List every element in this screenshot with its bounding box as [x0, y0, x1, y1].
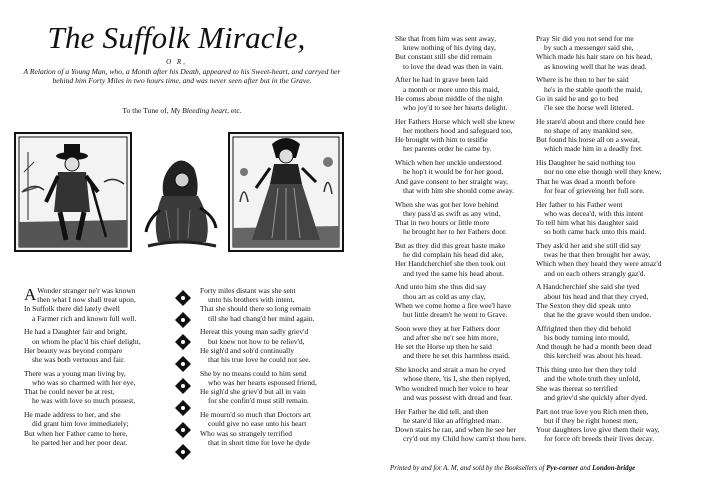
verse-line: and the whole truth they unfold,: [544, 374, 641, 384]
verse-stanza: [536, 34, 661, 71]
verse-line: for she confin'd must still remain.: [208, 396, 309, 406]
verse-line: his body turning into mould,: [544, 333, 630, 343]
verse-stanza: [395, 407, 527, 444]
verse-line: Her beauty was beyond compare: [24, 345, 123, 355]
verse-line: by such a messenger said she,: [544, 43, 634, 53]
imprint-place-1: Pye-corner: [546, 464, 579, 472]
verse-line: Her father to his Father went: [536, 199, 623, 209]
verse-line: that with him she should come away.: [403, 185, 514, 195]
verse-line: her mothers hood and safeguard too,: [403, 126, 513, 136]
ballad-subtitle: A Relation of a Young Man, who, a Month after his Death, appeared to his Sweet-heart, and carryed her behind him Forty Miles in two hours time, and was never seen after but in the Grave.: [23, 67, 341, 85]
verse-line: who was decea'd, with this intent: [544, 208, 644, 218]
verse-line: twas he that then brought her away,: [544, 250, 651, 260]
fleuron-ornament-icon: [172, 288, 194, 464]
verse-line: he was with love so much possest,: [32, 396, 136, 406]
verse-stanza: [536, 75, 661, 112]
verse-line: His Daughter he said nothing too: [536, 158, 636, 168]
verse-line: no shape of any mankind see,: [544, 126, 633, 136]
verse-line: But found his horse all on a sweat,: [536, 135, 640, 145]
verse-stanza: [200, 327, 317, 364]
verse-stanza: [395, 324, 527, 361]
verse-line-text: Wonder stranger ne'r was known: [37, 286, 136, 295]
verse-line: he hop't it would be for her good,: [403, 167, 504, 177]
verse-line: He mourn'd so much that Doctors art: [200, 410, 311, 420]
verse-line: did grant him love immediately;: [32, 419, 129, 429]
verse-line: for force oft breeds their lives decay.: [544, 434, 655, 444]
tune-suffix: etc.: [230, 106, 242, 115]
verse-stanza: [200, 369, 317, 406]
title-or: O R,: [166, 58, 187, 66]
verse-line: The Sexton they did speak unto: [536, 300, 631, 310]
verse-line: whose there, 'tis I, she then replyed,: [403, 374, 511, 384]
verse-line: who was so charmed with her eye,: [32, 378, 136, 388]
verse-stanza: [395, 365, 527, 402]
right-page: [353, 0, 706, 480]
verse-stanza: [200, 286, 317, 323]
verse-line: then what I now shall treat upon,: [37, 295, 136, 305]
verse-line: a month or more unto this maid,: [403, 84, 500, 94]
verse-line: he's in the stable quoth the maid,: [544, 84, 643, 94]
verse-line: Soon were they at her Fathers door: [395, 323, 500, 333]
verse-line: After he had in grave been laid: [395, 75, 488, 85]
verse-stanza: [24, 327, 141, 364]
verse-line: That in two hours or little more: [395, 218, 490, 228]
verse-line: who joy'd to see her hearts delight.: [403, 103, 508, 113]
verse-line: a Farmer rich and known full well.: [32, 313, 137, 323]
verse-line: And gave consent to her straight way,: [395, 176, 509, 186]
verse-line: This thing unto her then they told: [536, 365, 637, 375]
verse-line: In Suffolk there did lately dwell: [24, 304, 120, 314]
verse-line: i'le see the horse well littered.: [544, 103, 634, 113]
verse-line: he brought her to her Fathers door.: [403, 227, 507, 237]
verse-line: who was her hearts espoused friend,: [208, 378, 317, 388]
verse-line: and was possest with dread and fear.: [403, 392, 513, 402]
verse-line: Which made his hair stare on his head,: [536, 52, 653, 62]
verse-line: and on each others strangly gaz'd.: [544, 268, 646, 278]
verse-line: She that from him was sent away,: [395, 34, 496, 43]
verse-column-2: [200, 286, 317, 452]
verse-stanza: [536, 241, 661, 278]
verse-line: cry'd out my Child how cam'st thou here.: [403, 434, 527, 444]
verse-stanza: [536, 365, 661, 402]
verse-stanza: [395, 158, 527, 195]
verse-line: but if they be right honest men,: [544, 415, 638, 425]
verse-line: To tell him what his daughter said: [536, 218, 638, 228]
imprint-text: Printed by and for A. M, and sold by the Booksellers of: [390, 464, 545, 472]
verse-stanza: [395, 241, 527, 278]
printer-imprint: [390, 464, 635, 472]
verse-line: She knockt and strait a man he cryed: [395, 365, 506, 375]
verse-stanza: [395, 200, 527, 237]
verse-column-4: [536, 34, 661, 448]
verse-line: He comes about middle of the night: [395, 93, 503, 103]
verse-line: They ask'd her and she still did say: [536, 241, 641, 251]
verse-line: Affrighted then they did behold: [536, 323, 631, 333]
verse-line: Part not true love you Rich men then,: [536, 406, 649, 416]
tune-prefix: To the Tune of,: [122, 106, 169, 115]
verse-line: so both came back unto this maid.: [544, 227, 647, 237]
verse-column-1: [24, 286, 141, 452]
verse-line: But when her Father came to here,: [24, 428, 128, 438]
verse-line: He sigh'd and sob'd continually: [200, 345, 294, 355]
verse-line: he did complain his head did ake,: [403, 250, 504, 260]
imprint-place-2: London-bridge: [592, 464, 636, 472]
verse-stanza: [536, 324, 661, 361]
verse-line: but knew not how to be reliev'd,: [208, 336, 305, 346]
verse-line: When she was got her love behind: [395, 199, 499, 209]
verse-line: thou art as cold as any clay,: [403, 291, 486, 301]
verse-line: Which when they heard they were amaz'd: [536, 259, 662, 269]
verse-line: till she had chang'd her mind again.: [208, 313, 315, 323]
verse-stanza: [24, 369, 141, 406]
verse-line: nor no one else though well they knew,: [544, 167, 662, 177]
verse-stanza: [536, 158, 661, 195]
verse-stanza: [536, 407, 661, 444]
verse-stanza: [395, 282, 527, 319]
verse-line: this kercheif was about his head.: [544, 351, 642, 361]
verse-line: but little dream't he went to Grave.: [403, 310, 508, 320]
verse-line: Hereat this young man sadly griev'd: [200, 327, 309, 337]
verse-line: And unto him she thus did say: [395, 282, 487, 292]
verse-line: Go in said he and go to bed: [536, 93, 619, 103]
verse-line: He sigh'd she griev'd but all in vain: [200, 387, 306, 397]
verse-line: could give no ease unto his heart: [208, 419, 307, 429]
verse-line: Who wondred much her voice to hear: [395, 383, 509, 393]
ballad-title: The Suffolk Miracle,: [47, 20, 306, 55]
verse-line: and griev'd she quickly after dyed.: [544, 392, 648, 402]
verse-line: that he the grave would then undoe.: [544, 310, 652, 320]
verse-line: Down stairs he ran, and when he see her: [395, 425, 516, 435]
verse-column-3: [395, 34, 527, 448]
verse-line: He brought with him to testifie: [395, 135, 488, 145]
verse-line: But as they did this great haste make: [395, 241, 506, 251]
verse-line: That he was dead a month before: [536, 176, 636, 186]
verse-line: he stare'd like an affrighted man.: [403, 415, 502, 425]
verse-line: and there he set this harmless maid.: [403, 351, 510, 361]
verse-line: That she should there so long remain: [200, 304, 311, 314]
verse-line: And though he had a month been dead: [536, 342, 652, 352]
verse-line: that in short time for love he dyde: [208, 437, 310, 447]
verse-line: He had a Daughter fair and bright,: [24, 327, 128, 337]
tune-name: My Bleeding heart,: [170, 106, 229, 115]
verse-line: on whom he plac'd his chief delight,: [32, 336, 141, 346]
verse-line: knew nothing of his dying day,: [403, 43, 496, 53]
verse-line: She by no means could to him send: [200, 368, 307, 378]
verse-line: She was thereat so terrified: [536, 383, 618, 393]
verse-line: about his head and that they cryed,: [544, 291, 649, 301]
verse-line: and after she ne'r see him more,: [403, 333, 499, 343]
verse-line: they pass'd as swift as any wind,: [403, 208, 501, 218]
verse-line: Where is he then to her he said: [536, 75, 629, 85]
verse-line: Her Father he did tell, and then: [395, 406, 489, 416]
verse-line: Forty miles distant was she sent: [200, 286, 296, 295]
verse-stanza: [536, 200, 661, 237]
verse-stanza: [24, 286, 141, 323]
verse-line: he parted her and her poor dear.: [32, 437, 128, 447]
verse-stanza: [395, 117, 527, 154]
verse-line: for fear of grieveing her full sore.: [544, 185, 645, 195]
verse-line: Your daughters love give them their way,: [536, 425, 660, 435]
verse-stanza: [536, 282, 661, 319]
verse-line: But constant still she did remain: [395, 52, 492, 62]
man-with-staff-woodcut: [14, 132, 132, 252]
verse-line: That he could never be at rest,: [24, 387, 115, 397]
verse-line: her parents order he came by.: [403, 144, 492, 154]
drop-cap: A: [24, 285, 37, 304]
verse-stanza: [395, 75, 527, 112]
verse-line: she was both vertuous and fair.: [32, 355, 125, 365]
verse-line: Her Fathers Horse which well she knew: [395, 116, 515, 126]
verse-line: Her Handcherchief she then took out: [395, 259, 506, 269]
verse-line: that his true love he could not see.: [208, 355, 311, 365]
verse-line: He made address to her, and she: [24, 410, 121, 420]
verse-line: Pray Sir did you not send for me: [536, 34, 634, 43]
verse-line: When we come home a fire wee'l have: [395, 300, 512, 310]
verse-line: unto his brothers with intent,: [208, 295, 295, 305]
verse-stanza: [200, 410, 317, 447]
verse-line: to love the dead was then in vain.: [403, 61, 504, 71]
lady-in-gown-woodcut: [228, 132, 344, 252]
verse-line: He set the Horse up then he said: [395, 342, 492, 352]
woodcut-illustrations: [14, 132, 344, 254]
verse-stanza: [536, 117, 661, 154]
verse-line: and tyed the same his head about.: [403, 268, 505, 278]
verse-line: Who was so strangely terrified: [200, 428, 293, 438]
verse-line: A Handcherchief she said she tyed: [536, 282, 640, 292]
verse-line: Which when her unckle understood: [395, 158, 502, 168]
verse-line: which made him in a deadly fret.: [544, 144, 643, 154]
verse-stanza: [24, 410, 141, 447]
verse-line: He stare'd about and there could hee: [536, 116, 645, 126]
hooded-figure-woodcut: [138, 150, 222, 252]
verse-line: as knowing well that he was dead.: [544, 61, 647, 71]
imprint-and: and: [579, 464, 591, 472]
tune-line: [22, 106, 342, 115]
verse-line: There was a young man living by,: [24, 368, 126, 378]
verse-stanza: [395, 34, 527, 71]
